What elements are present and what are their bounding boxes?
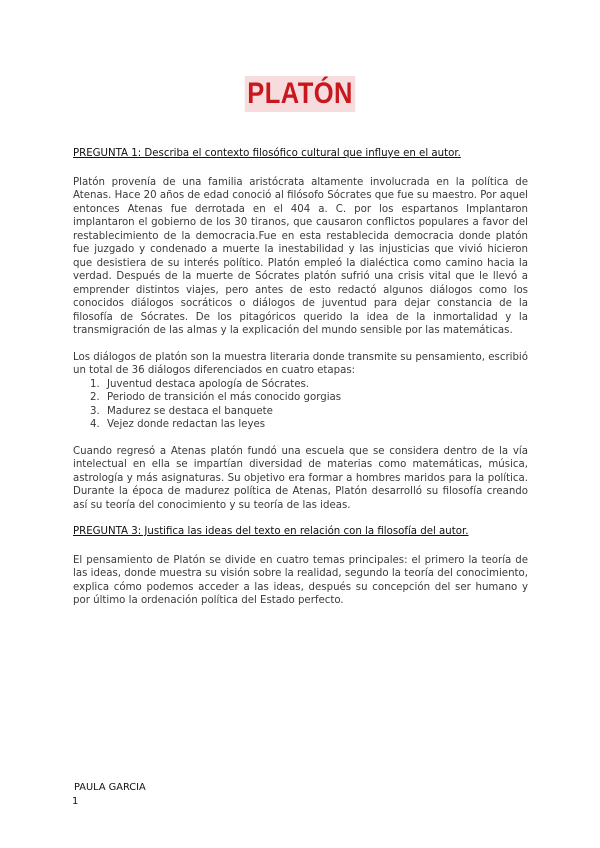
list-item: 2. Periodo de transición el más conocido gorgias	[103, 391, 528, 405]
page-number: 1	[72, 796, 79, 807]
title-wrapper	[0, 76, 600, 112]
question-1-heading: PREGUNTA 1: Describa el contexto filosófico cultural que influye en el autor.	[73, 148, 461, 159]
document-title: PLATÓN	[245, 76, 356, 112]
document-body	[73, 147, 528, 608]
paragraph-dialogues: Los diálogos de platón son la muestra literaria donde transmite su pensamiento, escribió un total de 36 diálogos diferenciados en cuatro etapas:	[73, 351, 528, 376]
paragraph-context: Platón provenía de una familia aristócrata altamente involucrada en la política de Atenas. Hace 20 años de edad conoció al filósofo Sócrates que fue su maestro. Por aquel entonces Atenas fue derrotada en el 404 a. C. por los espartanos Implantaron implantaron el gobierno de los 30 tiranos, que causaron conflictos populares a favor del restablecimiento de la democracia.Fue en esta restablecida democracia donde platón fue juzgado y condenado a muerte la inestabilidad y las injusticias que vivió hicieron que desistiera de su interés político. Platón empleó la dialéctica como camino hacia la verdad. Después de la muerte de Sócrates platón sufrió una crisis vital que le llevó a emprender distintos viajes, pero antes de esto redactó algunos diálogos como los conocidos diálogos socráticos o diálogos de juventud para dejar constancia de la filosofía de Sócrates. De los pitagóricos querido la idea de la inmortalidad y la transmigración de las almas y la explicación del mundo sensible por las matemáticas.	[73, 176, 528, 336]
paragraph-academy: Cuando regresó a Atenas platón fundó una escuela que se considera dentro de la vía intelectual en ella se impartían diversidad de materias como matemáticas, música, astrología y más asignaturas. Su objetivo era formar a hombres maridos para la política. Durante la época de madurez política de Atenas, Platón desarrolló su filosofía creando así su teoría del conocimiento y su teoría de las ideas.	[73, 445, 528, 511]
footer-author: PAULA GARCIA	[74, 782, 146, 793]
list-item: 3. Madurez se destaca el banquete	[103, 405, 528, 419]
list-item: 4. Vejez donde redactan las leyes	[103, 418, 528, 432]
paragraph-philosophy: El pensamiento de Platón se divide en cuatro temas principales: el primero la teoría de las ideas, donde muestra su visión sobre la realidad, segundo la teoría del conocimiento, explica cómo podemos acceder a las ideas, después su concepción del ser humano y por último la ordenación política del Estado perfecto.	[73, 554, 528, 606]
stages-list	[73, 378, 528, 432]
question-3-heading: PREGUNTA 3: Justifica las ideas del texto en relación con la filosofía del autor.	[73, 526, 469, 537]
list-item: 1. Juventud destaca apología de Sócrates.	[103, 378, 528, 392]
